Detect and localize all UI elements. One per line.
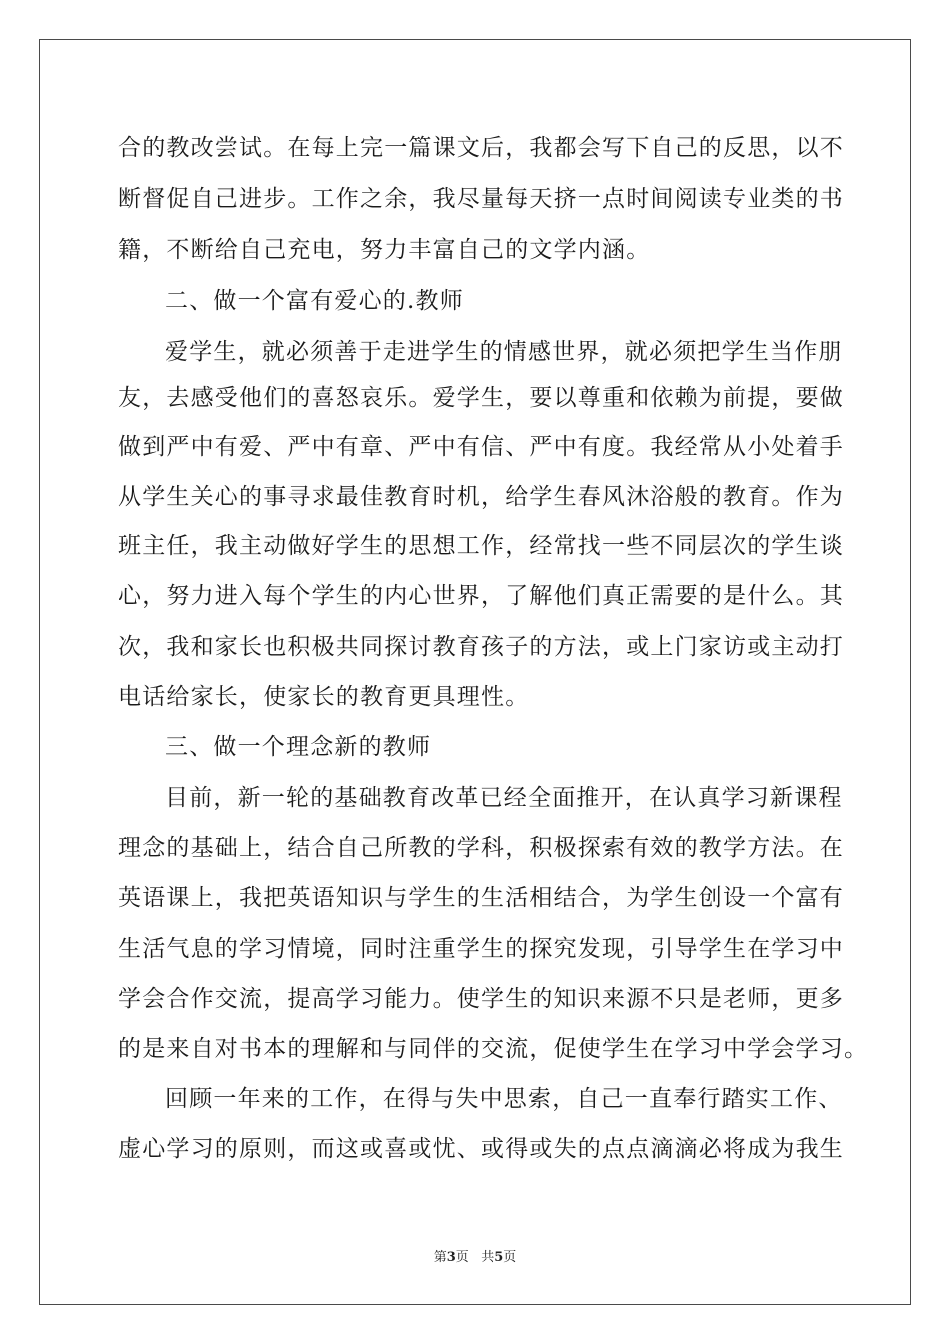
text-line: 回顾一年来的工作，在得与失中思索，自己一直奉行踏实工作、 (165, 1086, 843, 1112)
section-heading: 三、做一个理念新的教师 (165, 734, 432, 760)
text-line: 从学生关心的事寻求最佳教育时机，给学生春风沐浴般的教育。作为 (118, 484, 844, 510)
text-line: 友，去感受他们的喜怒哀乐。爱学生，要以尊重和依赖为前提，要做 (118, 385, 844, 411)
text-line: 生活气息的学习情境，同时注重学生的探究发现，引导学生在学习中 (118, 936, 844, 962)
footer-total-number: 5 (494, 1250, 504, 1265)
text-line: 籍，不断给自己充电，努力丰富自己的文学内涵。 (118, 237, 651, 263)
page-border (39, 39, 911, 1305)
text-line: 班主任，我主动做好学生的思想工作，经常找一些不同层次的学生谈 (118, 533, 844, 559)
text-line: 合的教改尝试。在每上完一篇课文后，我都会写下自己的反思，以不 (118, 135, 844, 161)
text-line: 做到严中有爱、严中有章、严中有信、严中有度。我经常从小处着手 (118, 434, 844, 460)
text-line: 电话给家长，使家长的教育更具理性。 (118, 684, 530, 710)
section-heading: 二、做一个富有爱心的.教师 (165, 288, 464, 314)
text-line: 心，努力进入每个学生的内心世界，了解他们真正需要的是什么。其 (118, 583, 844, 609)
footer-page-suffix: 页 (455, 1250, 469, 1265)
page-footer (0, 1246, 950, 1265)
footer-page-prefix: 第 (433, 1250, 447, 1265)
text-line: 学会合作交流，提高学习能力。使学生的知识来源不只是老师，更多 (118, 986, 844, 1012)
footer-total-prefix: 共 (481, 1250, 495, 1265)
text-line: 断督促自己进步。工作之余，我尽量每天挤一点时间阅读专业类的书 (118, 186, 844, 212)
text-line: 虚心学习的原则，而这或喜或忧、或得或失的点点滴滴必将成为我生 (118, 1136, 844, 1162)
footer-page-number: 3 (446, 1250, 456, 1265)
text-line: 理念的基础上，结合自己所教的学科，积极探索有效的教学方法。在 (118, 835, 844, 861)
text-line: 爱学生，就必须善于走进学生的情感世界，就必须把学生当作朋 (165, 339, 843, 365)
text-line: 目前，新一轮的基础教育改革已经全面推开，在认真学习新课程 (165, 785, 843, 811)
text-line: 的是来自对书本的理解和与同伴的交流，促使学生在学习中学会学习。 (118, 1036, 869, 1062)
text-line: 次，我和家长也积极共同探讨教育孩子的方法，或上门家访或主动打 (118, 634, 844, 660)
footer-total-suffix: 页 (503, 1250, 517, 1265)
text-line: 英语课上，我把英语知识与学生的生活相结合，为学生创设一个富有 (118, 885, 844, 911)
